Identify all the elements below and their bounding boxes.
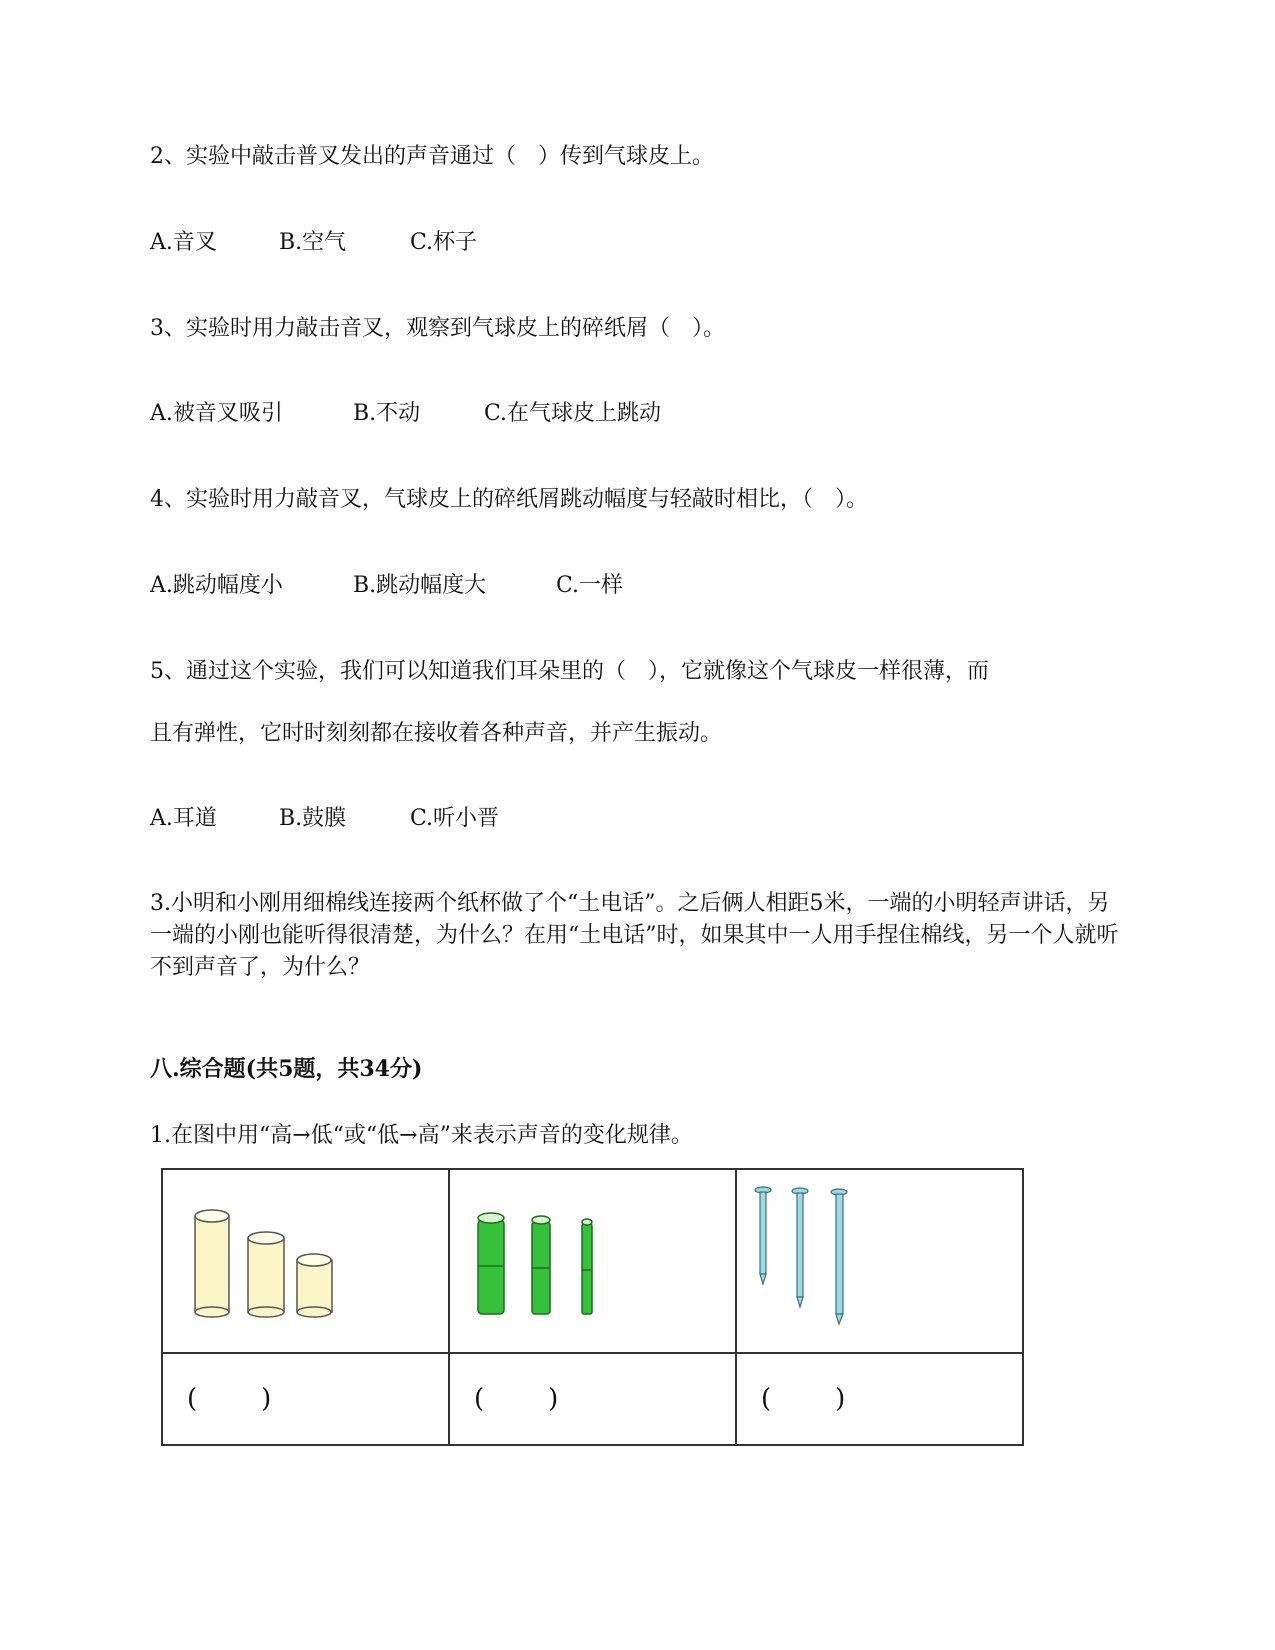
question-5-stem-line-1: 5、通过这个实验，我们可以知道我们耳朵里的（ ），它就像这个气球皮一样很薄，而 (150, 659, 989, 684)
nails-picture (737, 1170, 1022, 1348)
option-a: A.被音叉吸引 (150, 401, 283, 426)
option-a: A.耳道 (150, 806, 217, 831)
bamboo-tube-thin (582, 1219, 592, 1314)
question-3-stem: 3、实验时用力敲击音叉，观察到气球皮上的碎纸屑（ ）。 (150, 316, 725, 341)
question-5-options (150, 805, 499, 833)
question-4-options (150, 572, 623, 600)
cylinder-short (297, 1254, 332, 1317)
nails-cell (736, 1169, 1023, 1353)
option-b: B.跳动幅度大 (353, 573, 487, 598)
section-heading: 八.综合题(共5题，共34分) (150, 1056, 423, 1082)
question-2-options (150, 229, 477, 257)
option-c: C.听小晋 (410, 806, 500, 831)
option-c: C.杯子 (410, 230, 478, 255)
string-phone-question: 3.小明和小刚用细棉线连接两个纸杯做了个“土电话”。之后俩人相距5米，一端的小明轻声讲话，另一端的小刚也能听得很清楚，为什么？在用“土电话”时，如果其中一人用手捏住棉线，另一个人就听不到声音了，为什么？ (150, 891, 1119, 980)
answer-blank-1[interactable]: ( ) (162, 1353, 449, 1445)
answer-blank-2[interactable]: ( ) (449, 1353, 736, 1445)
cylinders-picture (163, 1170, 448, 1348)
option-c: C.在气球皮上跳动 (484, 401, 662, 426)
option-b: B.鼓膜 (279, 806, 347, 831)
answer-blank-3[interactable]: ( ) (736, 1353, 1023, 1445)
option-a: A.跳动幅度小 (150, 573, 283, 598)
section-8-question-1: 1.在图中用“高→低“或“低→高”来表示声音的变化规律。 (150, 1123, 693, 1148)
question-3-options (150, 400, 661, 428)
option-b: B.空气 (279, 230, 347, 255)
cylinders-cell (162, 1169, 449, 1353)
bamboo-tubes-picture (450, 1170, 735, 1348)
cylinder-medium (248, 1232, 284, 1317)
question-5-stem-line-2: 且有弹性，它时时刻刻都在接收着各种声音，并产生振动。 (150, 721, 723, 746)
bamboo-tube-wide (478, 1213, 504, 1314)
question-2-stem: 2、实验中敲击普叉发出的声音通过（ ）传到气球皮上。 (150, 144, 714, 169)
nail-short (755, 1187, 771, 1284)
bamboo-tube-medium (532, 1216, 550, 1314)
option-a: A.音叉 (150, 230, 217, 255)
nail-medium (792, 1188, 808, 1307)
pitch-table (161, 1168, 1024, 1446)
cylinder-tall (195, 1210, 229, 1317)
nail-long (831, 1189, 847, 1324)
question-4-stem: 4、实验时用力敲音叉，气球皮上的碎纸屑跳动幅度与轻敲时相比，（ ）。 (150, 487, 868, 512)
option-b: B.不动 (353, 401, 421, 426)
bamboo-cell (449, 1169, 736, 1353)
option-c: C.一样 (556, 573, 624, 598)
